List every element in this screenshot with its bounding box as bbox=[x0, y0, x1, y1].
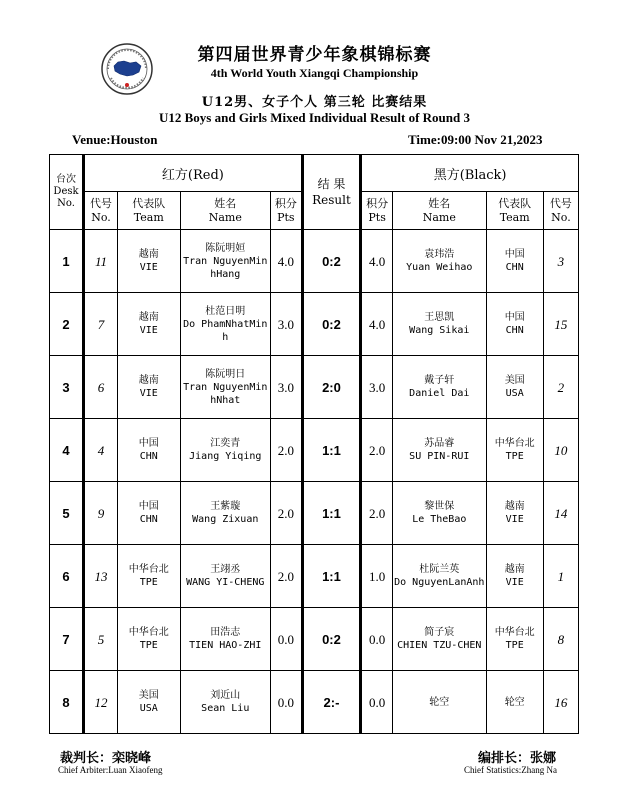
desk-number: 5 bbox=[50, 482, 84, 545]
table-row bbox=[50, 230, 579, 293]
red-team: 越南 VIE bbox=[117, 356, 180, 419]
red-name: 陈阮明姮 Tran NguyenMinhHang bbox=[180, 230, 270, 293]
game-result: 0:2 bbox=[302, 608, 360, 671]
black-pts: 4.0 bbox=[361, 293, 393, 356]
venue-label: Venue:Houston bbox=[72, 132, 158, 147]
red-code: 5 bbox=[83, 608, 117, 671]
black-team: 中国 CHN bbox=[486, 293, 543, 356]
red-pts: 2.0 bbox=[270, 419, 302, 482]
black-code: 1 bbox=[543, 545, 578, 608]
red-code: 6 bbox=[83, 356, 117, 419]
title-chinese: 第四届世界青少年象棋锦标赛 bbox=[197, 45, 432, 65]
red-pts: 2.0 bbox=[270, 482, 302, 545]
desk-number: 7 bbox=[50, 608, 84, 671]
red-team: 中华台北 TPE bbox=[117, 608, 180, 671]
black-code: 3 bbox=[543, 230, 578, 293]
game-result: 1:1 bbox=[302, 482, 360, 545]
desk-number: 4 bbox=[50, 419, 84, 482]
black-pts: 1.0 bbox=[361, 545, 393, 608]
black-team: 越南 VIE bbox=[486, 545, 543, 608]
subtitle-english: U12 Boys and Girls Mixed Individual Result of Round 3 bbox=[159, 110, 470, 125]
chief-statistics-chinese: 编排长：张娜 bbox=[478, 751, 557, 766]
black-code: 8 bbox=[543, 608, 578, 671]
red-name: 江奕青 Jiang Yiqing bbox=[180, 419, 270, 482]
red-name: 王翊丞 WANG YI-CHENG bbox=[180, 545, 270, 608]
black-code-header: 代号 No. bbox=[543, 192, 578, 230]
black-pts: 2.0 bbox=[361, 419, 393, 482]
black-code: 10 bbox=[543, 419, 578, 482]
red-code-header: 代号 No. bbox=[83, 192, 117, 230]
red-code: 13 bbox=[83, 545, 117, 608]
desk-number: 1 bbox=[50, 230, 84, 293]
result-header: 结 果 Result bbox=[302, 155, 360, 230]
red-pts: 0.0 bbox=[270, 608, 302, 671]
red-code: 7 bbox=[83, 293, 117, 356]
red-name-header: 姓名 Name bbox=[180, 192, 270, 230]
red-team: 越南 VIE bbox=[117, 230, 180, 293]
red-name: 杜范日明 Do PhamNhatMinh bbox=[180, 293, 270, 356]
red-code: 11 bbox=[83, 230, 117, 293]
title-english: 4th World Youth Xiangqi Championship bbox=[210, 66, 419, 80]
black-name: 戴子轩 Daniel Dai bbox=[393, 356, 486, 419]
table-row bbox=[50, 419, 579, 482]
black-pts: 0.0 bbox=[361, 608, 393, 671]
black-team: 中国 CHN bbox=[486, 230, 543, 293]
table-row bbox=[50, 671, 579, 734]
black-code: 14 bbox=[543, 482, 578, 545]
black-name: 轮空 bbox=[393, 671, 486, 734]
game-result: 2:0 bbox=[302, 356, 360, 419]
red-name: 田浩志 TIEN HAO-ZHI bbox=[180, 608, 270, 671]
red-name: 陈阮明日 Tran NguyenMinhNhat bbox=[180, 356, 270, 419]
red-group-header: 红方(Red) bbox=[83, 155, 302, 192]
chief-arbiter-english: Chief Arbiter:Luan Xiaofeng bbox=[58, 765, 163, 775]
black-name: 杜阮兰英 Do NguyenLanAnh bbox=[393, 545, 486, 608]
table-row bbox=[50, 293, 579, 356]
game-result: 0:2 bbox=[302, 230, 360, 293]
table-row bbox=[50, 608, 579, 671]
black-pts: 0.0 bbox=[361, 671, 393, 734]
black-team: 中华台北 TPE bbox=[486, 608, 543, 671]
subtitle-chinese: U12男、女子个人 第三轮 比赛结果 bbox=[201, 95, 428, 110]
black-code: 15 bbox=[543, 293, 578, 356]
red-pts: 3.0 bbox=[270, 356, 302, 419]
black-pts-header: 积分 Pts bbox=[361, 192, 393, 230]
black-team: 越南 VIE bbox=[486, 482, 543, 545]
red-code: 12 bbox=[83, 671, 117, 734]
table-row bbox=[50, 545, 579, 608]
red-code: 4 bbox=[83, 419, 117, 482]
black-name: 黎世保 Le TheBao bbox=[393, 482, 486, 545]
black-code: 16 bbox=[543, 671, 578, 734]
red-team: 中国 CHN bbox=[117, 419, 180, 482]
game-result: 2:- bbox=[302, 671, 360, 734]
table-row bbox=[50, 482, 579, 545]
red-code: 9 bbox=[83, 482, 117, 545]
table-row bbox=[50, 356, 579, 419]
red-name: 刘近山 Sean Liu bbox=[180, 671, 270, 734]
chief-arbiter-chinese: 裁判长：栾晓峰 bbox=[60, 751, 152, 766]
red-team: 越南 VIE bbox=[117, 293, 180, 356]
red-name: 王紫璇 Wang Zixuan bbox=[180, 482, 270, 545]
black-name: 王思凯 Wang Sikai bbox=[393, 293, 486, 356]
black-name: 简子宸 CHIEN TZU-CHEN bbox=[393, 608, 486, 671]
desk-number: 3 bbox=[50, 356, 84, 419]
red-pts: 2.0 bbox=[270, 545, 302, 608]
red-pts-header: 积分 Pts bbox=[270, 192, 302, 230]
desk-header: 台次 Desk No. bbox=[50, 155, 84, 230]
time-label: Time:09:00 Nov 21,2023 bbox=[408, 132, 543, 147]
game-result: 1:1 bbox=[302, 545, 360, 608]
game-result: 0:2 bbox=[302, 293, 360, 356]
red-pts: 3.0 bbox=[270, 293, 302, 356]
black-pts: 3.0 bbox=[361, 356, 393, 419]
red-pts: 4.0 bbox=[270, 230, 302, 293]
black-name: 袁玮浩 Yuan Weihao bbox=[393, 230, 486, 293]
desk-number: 8 bbox=[50, 671, 84, 734]
black-group-header: 黑方(Black) bbox=[361, 155, 579, 192]
chief-statistics-english: Chief Statistics:Zhang Na bbox=[464, 765, 557, 775]
desk-number: 6 bbox=[50, 545, 84, 608]
red-team-header: 代表队 Team bbox=[117, 192, 180, 230]
black-team: 轮空 bbox=[486, 671, 543, 734]
black-pts: 2.0 bbox=[361, 482, 393, 545]
red-team: 中华台北 TPE bbox=[117, 545, 180, 608]
black-code: 2 bbox=[543, 356, 578, 419]
black-team: 中华台北 TPE bbox=[486, 419, 543, 482]
black-name: 苏品睿 SU PIN-RUI bbox=[393, 419, 486, 482]
red-team: 中国 CHN bbox=[117, 482, 180, 545]
black-team-header: 代表队 Team bbox=[486, 192, 543, 230]
black-name-header: 姓名 Name bbox=[393, 192, 486, 230]
black-pts: 4.0 bbox=[361, 230, 393, 293]
black-team: 美国 USA bbox=[486, 356, 543, 419]
results-table bbox=[49, 154, 579, 734]
red-pts: 0.0 bbox=[270, 671, 302, 734]
desk-number: 2 bbox=[50, 293, 84, 356]
red-team: 美国 USA bbox=[117, 671, 180, 734]
game-result: 1:1 bbox=[302, 419, 360, 482]
